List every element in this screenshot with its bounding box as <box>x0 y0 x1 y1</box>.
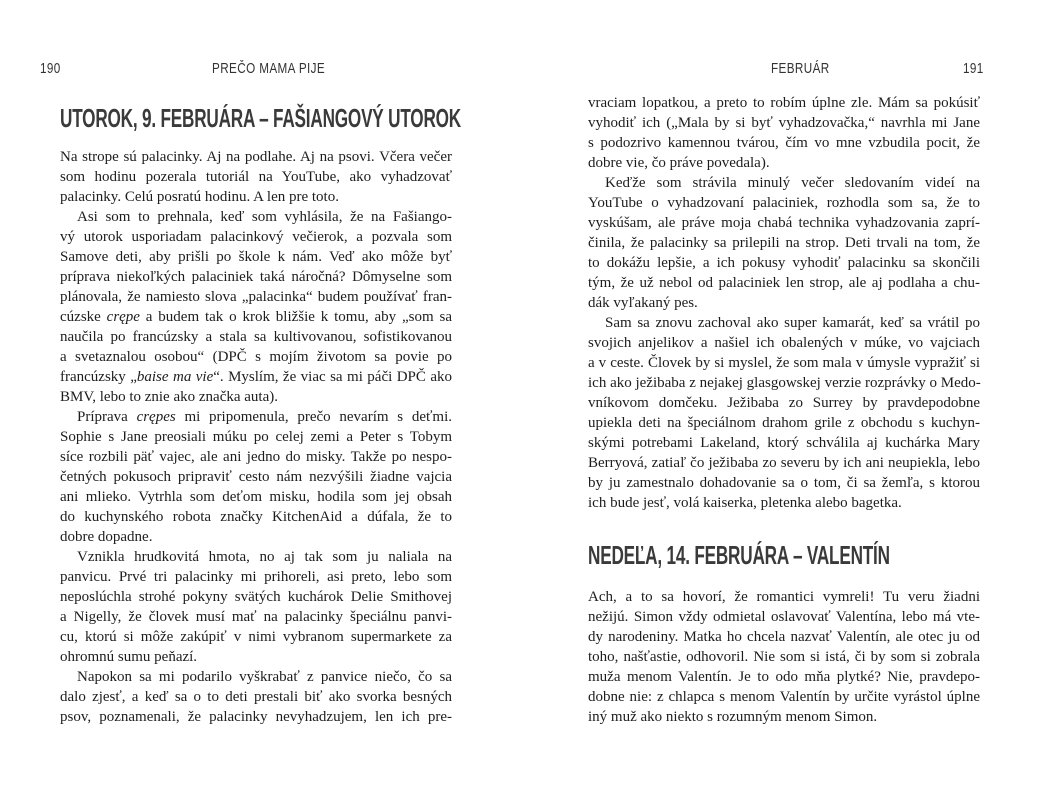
text-line: do kuchynského robota značky KitchenAid a dúfala, že to <box>60 509 452 525</box>
text-segment: francúzsky „ <box>60 369 137 385</box>
text-line <box>60 307 452 327</box>
italic-text: baise ma vie <box>136 369 214 385</box>
text-line: s podozrivo kamennou tvárou, čím vo mne vzbudila pocit, že <box>588 135 980 151</box>
text-line: ich ako ježibaba z nejakej glasgowskej verzie rozprávky o Medo- <box>588 375 981 391</box>
text-line: vyhodiť ich („Mala by si byť vyhadzovačka,“ navrhla mi Jane <box>588 115 980 131</box>
text-line: Vznikla hrudkovitá hmota, no aj tak som ju naliala na <box>77 549 452 565</box>
text-line: muža menom Valentín. Je to odo mňa plytké? Nie, pravdepo- <box>588 669 980 685</box>
text-segment: Príprava <box>77 409 137 425</box>
text-line: naučila po francúzsky a stala sa kultivovanou, sofistikovanou <box>60 329 452 345</box>
text-line: YouTube o vyhadzovaní palaciniek, rozhodla som sa, že to <box>588 195 980 211</box>
text-segment: a budem tak o krok bližšie k tomu, aby „som sa <box>139 309 453 325</box>
text-line: dy narodeniny. Matka ho chcela nazvať Valentín, ale otec ju od <box>588 629 980 645</box>
running-head: PREČO MAMA PIJE <box>212 60 326 77</box>
text-line <box>60 367 452 387</box>
text-line: vý utorok usporiadam palacinkový večierok, a pozvala som <box>60 229 452 245</box>
text-line: ich bude jesť, volá kaiserka, pletenka alebo bagetka. <box>588 495 902 511</box>
text-line: ani mlieko. Vytrhla som deťom misku, hodila som jej obsah <box>60 489 452 505</box>
text-line: Berryová, zatiaľ čo ježibaba zo severu by ich ani neupiekla, lebo <box>588 455 980 471</box>
text-line: vníkovom domčeku. Ježibaba zo Surrey by pravdepodobne <box>588 395 980 411</box>
text-line: som hodinu pozerala tutoriál na YouTube, ako vyhadzovať <box>60 169 452 185</box>
text-line: dobre dopadne. <box>60 529 153 545</box>
text-line: toho, našťastie, odhovoril. Nie som si istá, či by som si zobrala <box>588 649 980 665</box>
text-segment: “. Myslím, že viac sa mi páči DPČ ako <box>213 369 452 385</box>
text-segment: mi pripomenula, prečo nevarím s deťmi. <box>175 409 452 425</box>
text-line: dobne nie: z chlapca s menom Valentín by určite vyrástol úplne <box>588 689 980 705</box>
text-line: nežijú. Simon vždy odmietal oslavovať Valentína, lebo má vte- <box>588 609 980 625</box>
text-line: príprava niekoľkých palaciniek taká náročná? Dômyselne som <box>60 269 452 285</box>
text-line: Ach, a to sa hovorí, že romantici vymreli! Tu veru žiadni <box>588 589 980 605</box>
text-line: Na strope sú palacinky. Aj na podlahe. Aj na psovi. Včera večer <box>60 149 452 165</box>
text-line: cu, ktorú si môže zakúpiť v nimi vybranom supermarkete za <box>60 629 452 645</box>
text-line: upiekla deti na špeciálnom drahom grile z obchodu s kuchyn- <box>588 415 980 431</box>
text-line: činila, že palacinky sa prilepili na strop. Deti trvali na tom, že <box>588 235 980 251</box>
section-heading: NEDEĽA, 14. FEBRUÁRA – VALENTÍN <box>588 540 890 570</box>
text-line: palacinky. Celú posratú hodinu. A len pre toto. <box>60 189 339 205</box>
text-line: psov, poznamenali, že palacinky nevyhadzujem, len ich pre- <box>60 709 452 725</box>
text-line: vraciam lopatkou, a preto to robím úplne zle. Mám sa pokúsiť <box>588 95 980 111</box>
text-line: iný muž ako niekto s rozumným menom Simon. <box>588 709 878 725</box>
running-head: FEBRUÁR <box>771 60 830 77</box>
right-page <box>520 0 1040 800</box>
text-line: BMV, lebo to znie ako značka auta). <box>60 389 278 405</box>
text-line: a Nigelly, že človek musí mať na palacinky špeciálnu panvi- <box>60 609 452 625</box>
text-line: dák vyľakaný pes. <box>588 295 698 311</box>
text-line: četných pokusoch pripraviť cesto nám nezvýšili žiadne vajcia <box>60 469 452 485</box>
text-line: Napokon sa mi podarilo vyškrabať z panvice niečo, čo sa <box>77 669 452 685</box>
text-line: ohromnú sumu peňazí. <box>60 649 198 665</box>
text-line: neposlúchla strohé pokyny svätých kuchárok Delie Smithovej <box>60 589 452 605</box>
text-line: plánovala, že namiesto slova „palacinka“ budem používať fran- <box>60 289 452 305</box>
text-line: Asi som to prehnala, keď som vyhlásila, že na Fašiango- <box>77 209 452 225</box>
italic-text: crępe <box>106 309 140 325</box>
text-line: Sam sa znovu zachoval ako super kamarát, keď sa vrátil po <box>605 315 980 331</box>
text-line: Sophie s Jane preosiali múku po celej zemi a Peter s Tobym <box>60 429 452 445</box>
italic-text: crępes <box>136 409 176 425</box>
text-line: Samove deti, aby prišli po škole k nám. Veď ako môže byť <box>60 249 452 265</box>
section-heading: UTOROK, 9. FEBRUÁRA – FAŠIANGOVÝ UTOROK <box>60 103 461 133</box>
text-line: svojich anjelikov a našiel ich obalených v múke, vo vajciach <box>588 335 980 351</box>
text-line: síce rozbili päť vajec, ale ani jedno do misky. Takže po nespo- <box>60 449 452 465</box>
text-line: a v ceste. Človek by si myslel, že som mala v úmysle vypražiť si <box>588 355 980 371</box>
text-line: by ju zamestnalo dohadovanie sa o tom, či sa žemľa, s ktorou <box>588 475 980 491</box>
text-line: panvicu. Prvé tri palacinky mi prihoreli, asi preto, lebo som <box>60 569 452 585</box>
text-line: skými potrebami Lakeland, ktorý schválila aj kuchárka Mary <box>588 435 980 451</box>
text-line: vyskúšam, ale práve moja chabá technika vyhadzovania zaprí- <box>588 215 980 231</box>
text-line: tým, že už nebol od palaciniek len strop, ale aj podlaha a chu- <box>588 275 980 291</box>
text-line <box>60 407 452 427</box>
page-number: 191 <box>963 60 984 77</box>
body-text <box>588 93 980 513</box>
page-number: 190 <box>40 60 61 77</box>
text-line: to dokážu lepšie, a ich pokusy vyhodiť palacinku sa skončili <box>588 255 980 271</box>
body-text <box>588 587 980 727</box>
text-segment: cúzske <box>60 309 107 325</box>
text-line: Keďže som strávila minulý večer sledovaním videí na <box>605 175 980 191</box>
body-text <box>60 147 452 727</box>
text-line: dalo zjesť, a keď sa o to deti prestali biť ako svorka besných <box>60 689 452 705</box>
text-line: dobre vie, čo práve povedala). <box>588 155 770 171</box>
text-line: a svetaznalou osobou“ (DPČ s mojím životom sa povie po <box>60 349 452 365</box>
